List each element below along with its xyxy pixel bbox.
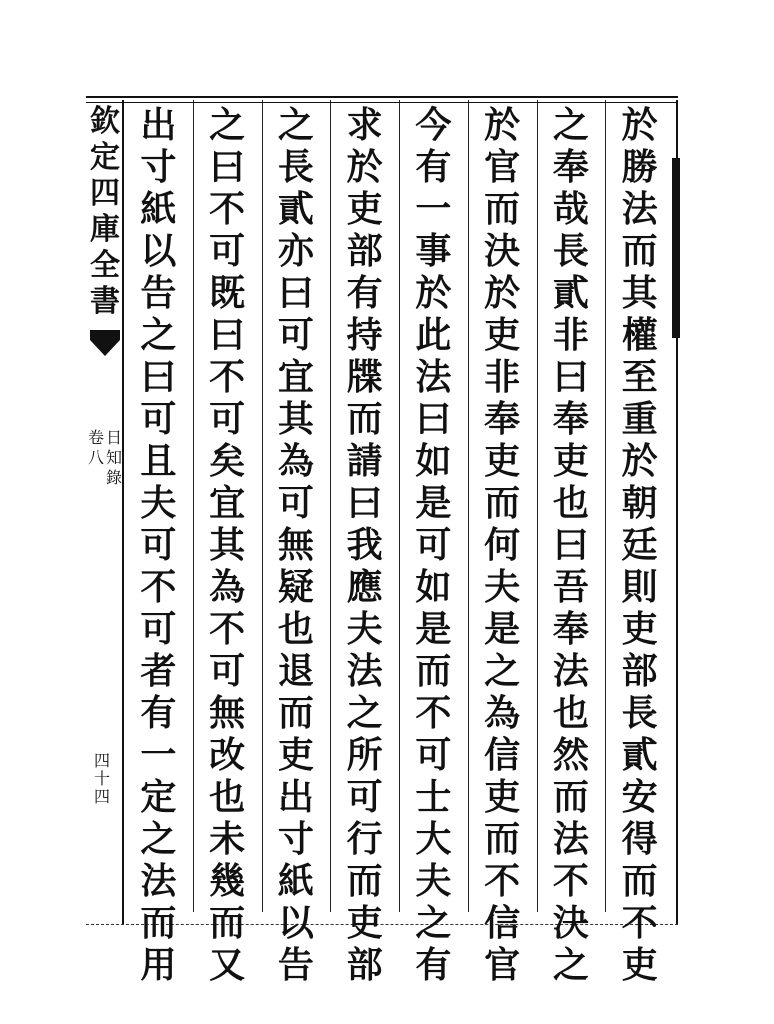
book-title-char: 知 <box>106 448 123 467</box>
text-char: 長 <box>277 146 314 188</box>
text-char: 為 <box>209 566 246 608</box>
text-char: 幾 <box>209 860 246 902</box>
text-char: 法 <box>552 650 589 692</box>
text-char: 其 <box>277 398 314 440</box>
text-char: 吏 <box>621 944 658 986</box>
text-char: 其 <box>209 524 246 566</box>
text-char: 以 <box>140 230 177 272</box>
book-volume-char: 卷 <box>87 428 104 447</box>
text-char: 之 <box>209 104 246 146</box>
text-char: 矣 <box>209 440 246 482</box>
text-char: 官 <box>484 944 521 986</box>
text-char: 於 <box>621 440 658 482</box>
text-char: 無 <box>277 524 314 566</box>
text-char: 曰 <box>140 356 177 398</box>
text-char: 有 <box>415 146 452 188</box>
text-char: 不 <box>209 356 246 398</box>
text-char: 吏 <box>346 188 383 230</box>
text-char: 曰 <box>552 524 589 566</box>
text-char: 也 <box>552 482 589 524</box>
text-char: 牒 <box>346 356 383 398</box>
text-char: 其 <box>621 272 658 314</box>
text-char: 朝 <box>621 482 658 524</box>
text-char: 有 <box>415 944 452 986</box>
text-char: 有 <box>140 692 177 734</box>
collection-title-char: 庫 <box>90 212 120 247</box>
text-char: 而 <box>621 230 658 272</box>
text-char: 出 <box>140 104 177 146</box>
text-char: 吏 <box>552 440 589 482</box>
text-char: 於 <box>621 104 658 146</box>
text-char: 而 <box>140 902 177 944</box>
text-char: 可 <box>415 524 452 566</box>
page-margin <box>87 104 123 488</box>
text-char: 寸 <box>277 818 314 860</box>
text-char: 告 <box>140 272 177 314</box>
book-volume-char: 八 <box>87 448 104 467</box>
text-char: 曰 <box>209 146 246 188</box>
book-title-char: 錄 <box>106 468 123 487</box>
text-char: 可 <box>415 734 452 776</box>
text-char: 之 <box>140 314 177 356</box>
text-char: 事 <box>415 230 452 272</box>
text-char: 勝 <box>621 146 658 188</box>
text-char: 不 <box>209 608 246 650</box>
text-char: 紙 <box>140 188 177 230</box>
page-number <box>94 752 110 806</box>
text-column <box>472 104 532 986</box>
page-number-char: 四 <box>94 787 111 806</box>
text-char: 吏 <box>346 902 383 944</box>
text-char: 也 <box>552 692 589 734</box>
text-char: 貳 <box>277 188 314 230</box>
text-char: 宜 <box>209 482 246 524</box>
text-char: 曰 <box>552 356 589 398</box>
text-char: 夫 <box>140 482 177 524</box>
text-char: 未 <box>209 818 246 860</box>
collection-title-char: 全 <box>90 248 120 283</box>
text-char: 有 <box>346 272 383 314</box>
text-char: 安 <box>621 776 658 818</box>
column-divider <box>537 100 538 912</box>
text-char: 貳 <box>552 272 589 314</box>
text-char: 既 <box>209 272 246 314</box>
text-char: 可 <box>209 230 246 272</box>
text-char: 可 <box>209 650 246 692</box>
text-char: 且 <box>140 440 177 482</box>
text-char: 之 <box>346 692 383 734</box>
column-divider <box>399 100 400 912</box>
text-char: 所 <box>346 734 383 776</box>
top-border <box>86 96 678 103</box>
text-char: 應 <box>346 566 383 608</box>
text-char: 於 <box>484 104 521 146</box>
text-char: 一 <box>140 734 177 776</box>
binding-mark <box>672 158 680 338</box>
text-column <box>266 104 326 986</box>
text-char: 告 <box>277 944 314 986</box>
text-char: 吏 <box>484 314 521 356</box>
text-char: 信 <box>484 734 521 776</box>
text-char: 而 <box>209 902 246 944</box>
book-title-char: 日 <box>106 428 123 447</box>
text-char: 為 <box>484 692 521 734</box>
text-char: 廷 <box>621 524 658 566</box>
text-char: 紙 <box>277 860 314 902</box>
text-char: 然 <box>552 734 589 776</box>
text-char: 不 <box>484 860 521 902</box>
text-char: 者 <box>140 650 177 692</box>
text-char: 如 <box>415 440 452 482</box>
text-char: 部 <box>346 230 383 272</box>
column-divider <box>193 100 194 912</box>
text-char: 疑 <box>277 566 314 608</box>
text-char: 非 <box>484 356 521 398</box>
text-char: 之 <box>484 650 521 692</box>
text-char: 求 <box>346 104 383 146</box>
text-char: 奉 <box>484 398 521 440</box>
column-divider <box>468 100 469 912</box>
text-char: 非 <box>552 314 589 356</box>
page-number-char: 十 <box>94 769 111 788</box>
text-char: 宜 <box>277 356 314 398</box>
text-char: 決 <box>552 902 589 944</box>
text-char: 可 <box>140 524 177 566</box>
column-divider <box>605 100 606 912</box>
text-char: 吏 <box>484 776 521 818</box>
text-char: 官 <box>484 146 521 188</box>
text-char: 可 <box>277 314 314 356</box>
text-char: 之 <box>277 104 314 146</box>
text-char: 而 <box>621 860 658 902</box>
text-char: 不 <box>415 692 452 734</box>
text-char: 至 <box>621 356 658 398</box>
text-char: 改 <box>209 734 246 776</box>
text-char: 而 <box>346 860 383 902</box>
text-char: 而 <box>484 818 521 860</box>
column-divider <box>262 100 263 912</box>
text-column <box>128 104 188 986</box>
text-char: 寸 <box>140 146 177 188</box>
text-column <box>197 104 257 986</box>
text-char: 是 <box>415 482 452 524</box>
column-divider <box>330 100 331 912</box>
text-char: 大 <box>415 818 452 860</box>
text-char: 今 <box>415 104 452 146</box>
text-char: 之 <box>552 104 589 146</box>
text-char: 不 <box>621 902 658 944</box>
text-char: 以 <box>277 902 314 944</box>
text-char: 吏 <box>621 608 658 650</box>
text-char: 於 <box>415 272 452 314</box>
text-column <box>610 104 670 986</box>
page-number-char: 四 <box>94 751 111 770</box>
text-char: 可 <box>277 482 314 524</box>
text-char: 信 <box>484 902 521 944</box>
text-char: 可 <box>209 398 246 440</box>
text-char: 出 <box>277 776 314 818</box>
text-char: 決 <box>484 230 521 272</box>
text-char: 部 <box>621 650 658 692</box>
fish-tail-mark <box>90 330 120 358</box>
text-char: 部 <box>346 944 383 986</box>
book-title <box>106 428 122 488</box>
text-char: 無 <box>209 692 246 734</box>
text-char: 哉 <box>552 188 589 230</box>
text-char: 如 <box>415 566 452 608</box>
text-char: 曰 <box>346 482 383 524</box>
text-char: 夫 <box>415 860 452 902</box>
text-char: 不 <box>209 188 246 230</box>
text-char: 長 <box>621 692 658 734</box>
text-char: 亦 <box>277 230 314 272</box>
text-char: 也 <box>277 608 314 650</box>
text-char: 退 <box>277 650 314 692</box>
text-char: 而 <box>415 650 452 692</box>
text-char: 夫 <box>346 608 383 650</box>
text-char: 用 <box>140 944 177 986</box>
text-char: 吾 <box>552 566 589 608</box>
text-char: 夫 <box>484 566 521 608</box>
text-char: 可 <box>140 398 177 440</box>
collection-title-char: 書 <box>90 284 120 319</box>
text-char: 於 <box>484 272 521 314</box>
text-char: 而 <box>552 776 589 818</box>
text-char: 法 <box>415 356 452 398</box>
collection-title-char: 定 <box>90 140 120 175</box>
text-char: 則 <box>621 566 658 608</box>
text-char: 此 <box>415 314 452 356</box>
text-char: 是 <box>415 608 452 650</box>
margin-border <box>122 100 124 924</box>
text-char: 何 <box>484 524 521 566</box>
text-char: 也 <box>209 776 246 818</box>
text-char: 法 <box>140 860 177 902</box>
text-char: 於 <box>346 146 383 188</box>
text-char: 我 <box>346 524 383 566</box>
text-char: 之 <box>415 902 452 944</box>
text-char: 奉 <box>552 398 589 440</box>
text-char: 請 <box>346 440 383 482</box>
text-char: 而 <box>346 398 383 440</box>
collection-title-char: 四 <box>90 176 120 211</box>
text-char: 吏 <box>484 440 521 482</box>
text-char: 之 <box>552 944 589 986</box>
collection-title-char: 欽 <box>90 104 120 139</box>
text-char: 奉 <box>552 146 589 188</box>
text-char: 貳 <box>621 734 658 776</box>
text-char: 法 <box>621 188 658 230</box>
text-char: 是 <box>484 608 521 650</box>
text-char: 之 <box>140 818 177 860</box>
text-char: 又 <box>209 944 246 986</box>
text-char: 法 <box>346 650 383 692</box>
text-char: 士 <box>415 776 452 818</box>
text-char: 而 <box>277 692 314 734</box>
text-char: 吏 <box>277 734 314 776</box>
text-char: 長 <box>552 230 589 272</box>
book-label <box>88 428 122 488</box>
text-char: 權 <box>621 314 658 356</box>
text-char: 奉 <box>552 608 589 650</box>
text-char: 曰 <box>277 272 314 314</box>
text-char: 為 <box>277 440 314 482</box>
text-char: 法 <box>552 818 589 860</box>
text-char: 不 <box>552 860 589 902</box>
text-char: 可 <box>140 608 177 650</box>
text-char: 重 <box>621 398 658 440</box>
collection-title <box>90 104 120 320</box>
text-char: 得 <box>621 818 658 860</box>
text-char: 曰 <box>209 314 246 356</box>
text-char: 曰 <box>415 398 452 440</box>
book-volume <box>88 428 104 488</box>
text-char: 持 <box>346 314 383 356</box>
text-char: 可 <box>346 776 383 818</box>
text-char: 而 <box>484 188 521 230</box>
text-column <box>403 104 463 986</box>
text-char: 行 <box>346 818 383 860</box>
text-char: 不 <box>140 566 177 608</box>
text-column <box>335 104 395 986</box>
text-char: 而 <box>484 482 521 524</box>
text-column <box>541 104 601 986</box>
text-char: 定 <box>140 776 177 818</box>
text-char: 一 <box>415 188 452 230</box>
